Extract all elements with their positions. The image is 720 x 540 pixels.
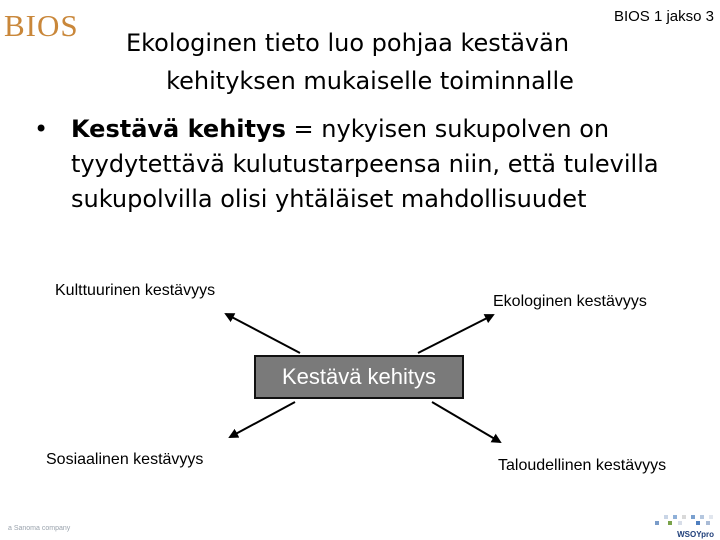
arrow-to-economic	[432, 402, 500, 442]
sustainable-development-box: Kestävä kehitys	[254, 355, 464, 399]
economic-sustainability-label: Taloudellinen kestävyys	[498, 457, 667, 474]
arrow-to-cultural	[226, 314, 300, 353]
bullet-term: Kestävä kehitys	[71, 115, 286, 143]
title-line-2: kehityksen mukaiselle toiminnalle	[166, 67, 574, 95]
social-sustainability-label: Sosiaalinen kestävyys	[46, 451, 204, 468]
arrow-to-social	[230, 402, 295, 437]
ecological-sustainability-label: Ekologinen kestävyys	[493, 293, 647, 310]
sanoma-company-text: a Sanoma company	[8, 525, 71, 532]
bullet-definition: = nykyisen sukupolven on tyydytettävä kulutustarpeensa niin, että tulevilla sukupolvilla olisi yhtäläiset mahdollisuudet	[71, 115, 659, 213]
wsoypro-logo: WSOYpro	[677, 530, 714, 539]
bios-logo: BIOS	[4, 8, 79, 43]
arrow-to-ecological	[418, 315, 493, 353]
cultural-sustainability-label: Kulttuurinen kestävyys	[55, 282, 216, 299]
course-label: BIOS 1 jakso 3	[613, 8, 714, 25]
title-line-1: Ekologinen tieto luo pohjaa kestävän	[125, 29, 570, 57]
bullet-icon: •	[34, 115, 49, 143]
